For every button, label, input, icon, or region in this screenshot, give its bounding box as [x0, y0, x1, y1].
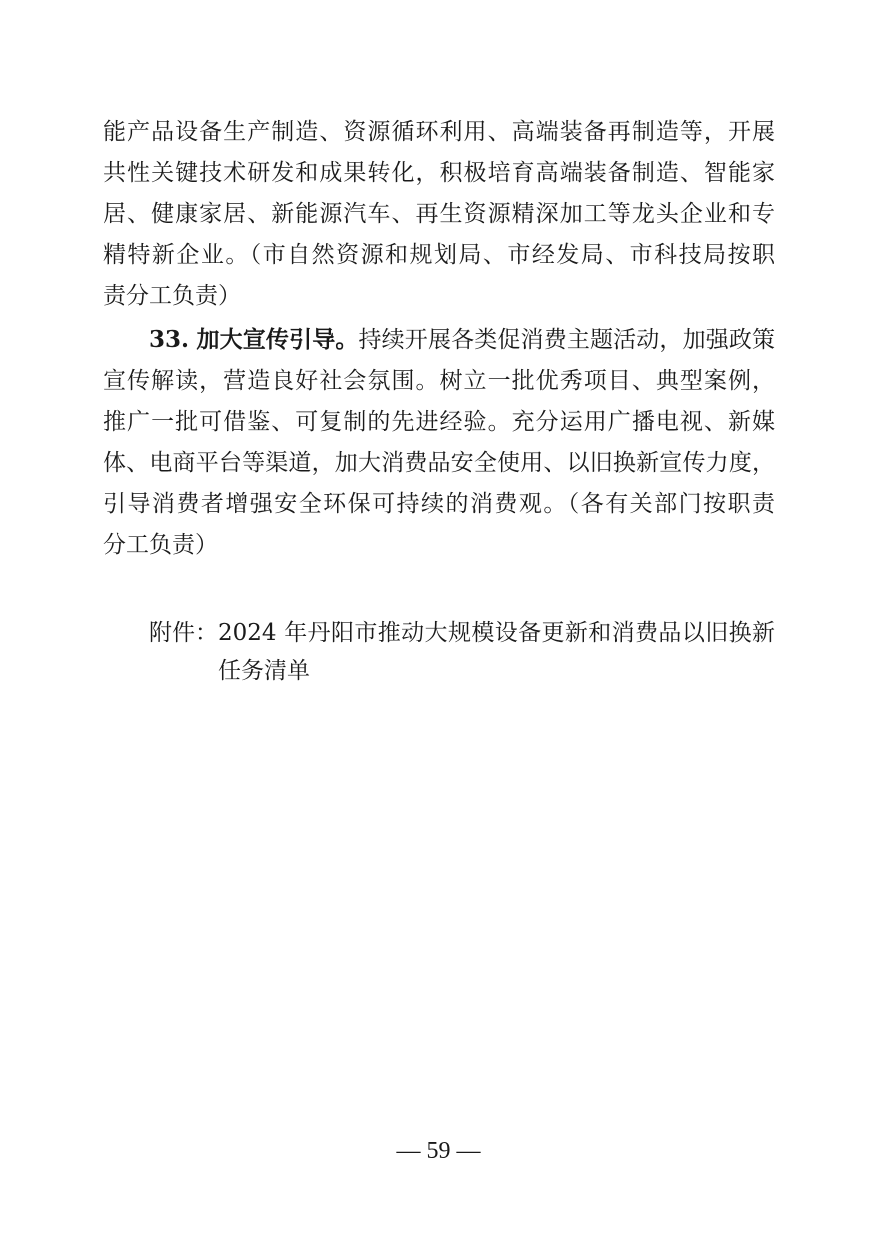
item-heading: 加大宣传引导。 — [196, 326, 359, 353]
attachment-label: 附件： — [149, 620, 218, 646]
paragraph-line: 体、电商平台等渠道，加大消费品安全使用、以旧换新宣传力度， — [103, 450, 775, 476]
paragraph-line: 宣传解读，营造良好社会氛围。树立一批优秀项目、典型案例， — [103, 368, 775, 394]
paragraph-line: 共性关键技术研发和成果转化，积极培育高端装备制造、智能家 — [103, 160, 775, 186]
paragraph-line: 精特新企业。（市自然资源和规划局、市经发局、市科技局按职 — [103, 242, 775, 268]
page-number: — 59 — — [396, 1138, 481, 1164]
paragraph-line: 居、健康家居、新能源汽车、再生资源精深加工等龙头企业和专 — [103, 201, 775, 227]
paragraph-line: 分工负责） — [103, 532, 218, 558]
item-33-first-line — [103, 325, 775, 355]
paragraph-line: 责分工负责） — [103, 283, 241, 309]
item-text: 持续开展各类促消费主题活动，加强政策 — [358, 327, 776, 353]
paragraph-line: 推广一批可借鉴、可复制的先进经验。充分运用广播电视、新媒 — [103, 409, 775, 435]
attachment-title-line: 2024 年丹阳市推动大规模设备更新和消费品以旧换新 — [218, 620, 775, 646]
item-number: 33. — [149, 326, 190, 353]
paragraph-line: 能产品设备生产制造、资源循环利用、高端装备再制造等，开展 — [103, 119, 775, 145]
attachment-title-line: 任务清单 — [218, 658, 310, 684]
paragraph-line: 引导消费者增强安全环保可持续的消费观。（各有关部门按职责 — [103, 491, 775, 517]
